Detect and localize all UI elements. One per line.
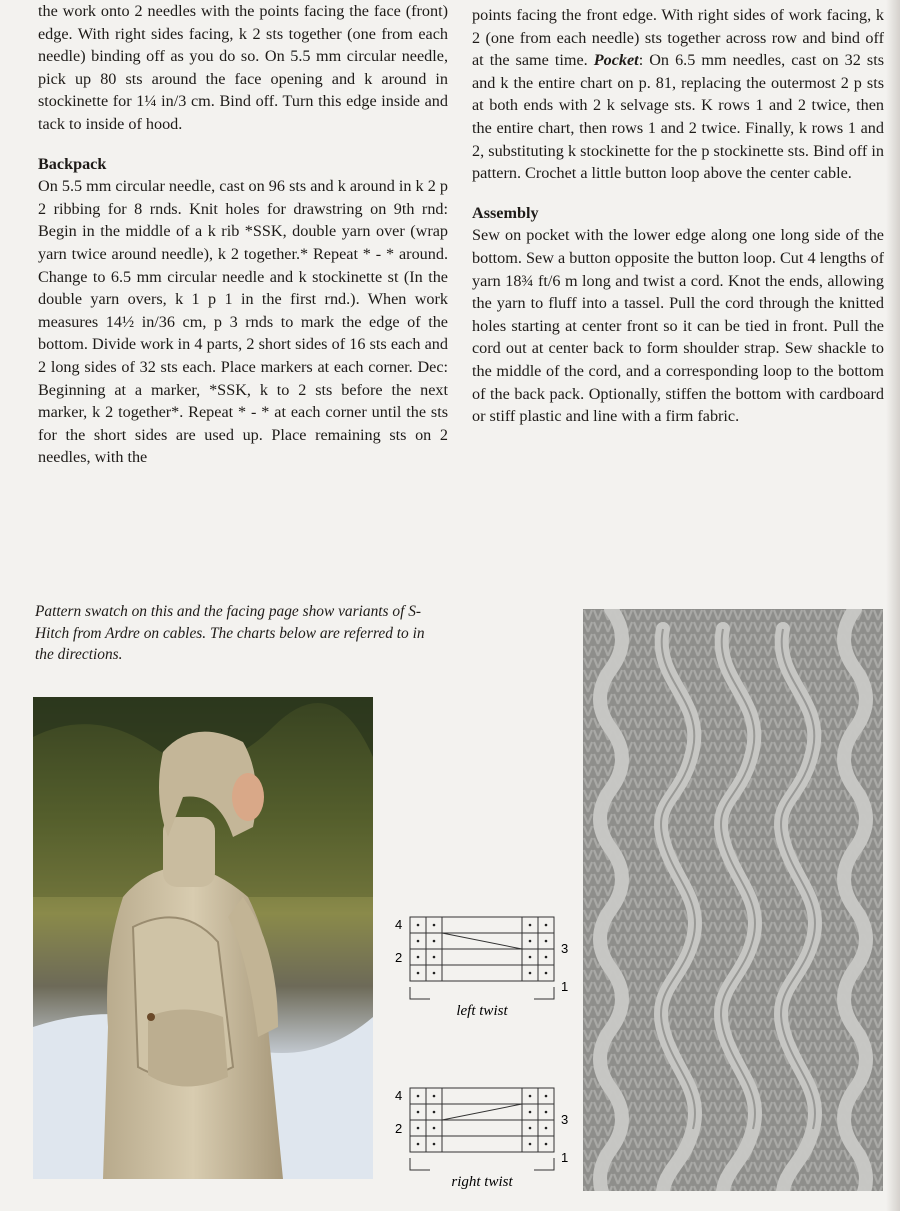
right-chart-row-3: 3: [561, 1112, 569, 1127]
bind-off-text: points facing the front edge. With right sides of work facing, k 2 (one from each needle) sts together across row and bind off at the same time.: [472, 6, 884, 70]
left-twist-chart: [380, 905, 580, 1025]
model-photo-illustration: [33, 697, 373, 1179]
right-chart-row-2: 2: [395, 1121, 403, 1136]
right-chart-row-4: 4: [395, 1088, 403, 1103]
backpack-heading: Backpack: [38, 154, 107, 173]
photo-caption: Pattern swatch on this and the facing page show variants of S-Hitch from Ardre on cables. The charts below are referred to in the directions.: [35, 603, 425, 663]
left-chart-row-3: 3: [561, 941, 569, 956]
cable-swatch-illustration: [583, 609, 883, 1191]
right-twist-chart: [380, 1076, 580, 1196]
left-chart-row-2: 2: [395, 950, 403, 965]
pocket-instructions: [472, 4, 884, 185]
left-chart-row-1: 1: [561, 979, 569, 994]
model-photo: [33, 697, 373, 1179]
right-chart-row-1: 1: [561, 1150, 569, 1165]
left-text-column: [38, 0, 448, 469]
hood-instructions-end: the work onto 2 needles with the points facing the face (front) edge. With right sides facing, k 2 sts together (one from each needle) binding off as you do so. On 5.5 mm circular needle, pick up 80 sts around the face opening and k around in stockinette for 1¼ in/3 cm. Bind off. Turn this edge inside and tack to inside of hood.: [38, 2, 448, 133]
assembly-instructions: Sew on pocket with the lower edge along one long side of the bottom. Sew a button opposite the button loop. Cut 4 lengths of yarn 18¾ ft/6 m long and twist a cord. Knot the ends, allowing the yarn to fluff into a tassel. Pull the cord through the knitted holes starting at center front so it can be tied in front. Pull the cord out at center back to form shoulder strap. Sew shackle to the middle of the cord, and a corresponding loop to the bottom of the back pack. Optionally, stiffen the bottom with cardboard or stiff plastic and line with a firm fabric.: [472, 226, 884, 426]
left-twist-caption: left twist: [456, 1003, 508, 1019]
backpack-instructions: On 5.5 mm circular needle, cast on 96 sts and k around in k 2 p 2 ribbing for 8 rnds. Knit holes for drawstring on 9th rnd: Begin in the middle of a k rib *SSK, double yarn over (wrap yarn twice around needle), k 2 together.* Repeat * - * around. Change to 6.5 mm circular needle and k stockinette st (In the double yarn overs, k 1 p 1 in the first rnd.). When work measures 14½ in/36 cm, p 3 rnds to mark the edge of the bottom. Divide work in 4 parts, 2 short sides of 16 sts each and 2 long sides of 32 sts each. Place markers at each corner. Dec: Beginning at a marker, *SSK, k to 2 sts before the next marker, k 2 together*. Repeat * - * at each corner until the sts for the short sides are used up. Place remaining sts on 2 needles, with the: [38, 177, 448, 467]
right-text-column: [472, 4, 884, 428]
pocket-label: Pocket: [593, 51, 639, 70]
assembly-heading: Assembly: [472, 203, 539, 222]
right-twist-caption: right twist: [451, 1174, 513, 1190]
pocket-text: : On 6.5 mm needles, cast on 32 sts and k the entire chart on p. 81, replacing the outermost 2 p sts at both ends with 2 k selvage sts. K rows 1 and 2 twice, then the entire chart, then rows 1 and 2 twice. Finally, k rows 1 and 2, substituting k stockinette for the p stockinette sts. Bind off in pattern. Crochet a little button loop above the center cable.: [472, 51, 884, 183]
page-binding-shadow: [886, 0, 900, 1211]
left-chart-row-4: 4: [395, 917, 403, 932]
cable-swatch-photo: [583, 609, 883, 1191]
